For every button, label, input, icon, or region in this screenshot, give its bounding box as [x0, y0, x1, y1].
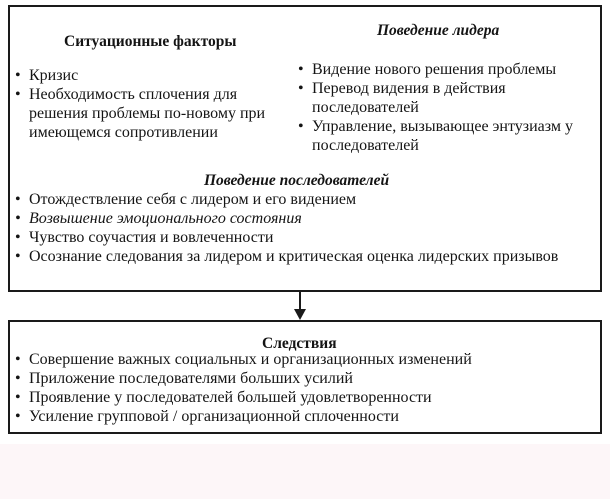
page-bottom-band — [0, 444, 610, 499]
consequences-title: Следствия — [262, 335, 337, 352]
leader-behavior-item: • Видение нового решения проблемы — [296, 60, 602, 79]
follower-behavior-item: • Возвышение эмоционального состояния — [13, 209, 597, 228]
down-arrow-icon — [290, 291, 310, 321]
follower-behavior-title: Поведение последователей — [204, 172, 390, 189]
leader-behavior-list — [296, 60, 602, 155]
situational-factor-item: • Необходимость сплочения для решения проблемы по-новому при имеющемся сопротивлении — [13, 85, 285, 142]
leader-behavior-item: • Перевод видения в действия последователей — [296, 79, 602, 117]
leader-behavior-title: Поведение лидера — [377, 22, 500, 39]
follower-behavior-item: • Осознание следования за лидером и критическая оценка лидерских призывов — [13, 247, 597, 266]
situational-factor-item: • Кризис — [13, 66, 285, 85]
follower-behavior-item: • Отождествление себя с лидером и его видением — [13, 190, 597, 209]
consequence-item: • Приложение последователями больших усилий — [13, 369, 597, 388]
follower-behavior-item: • Чувство соучастия и вовлеченности — [13, 228, 597, 247]
situational-factors-title: Ситуационные факторы — [64, 33, 237, 50]
consequence-item: • Проявление у последователей большей удовлетворенности — [13, 388, 597, 407]
consequences-list — [13, 350, 597, 426]
consequence-item: • Совершение важных социальных и организационных изменений — [13, 350, 597, 369]
consequence-item: • Усиление групповой / организационной сплоченности — [13, 407, 597, 426]
leader-behavior-item: • Управление, вызывающее энтузиазм у последователей — [296, 117, 602, 155]
follower-behavior-list — [13, 190, 597, 266]
situational-factors-list — [13, 66, 285, 142]
